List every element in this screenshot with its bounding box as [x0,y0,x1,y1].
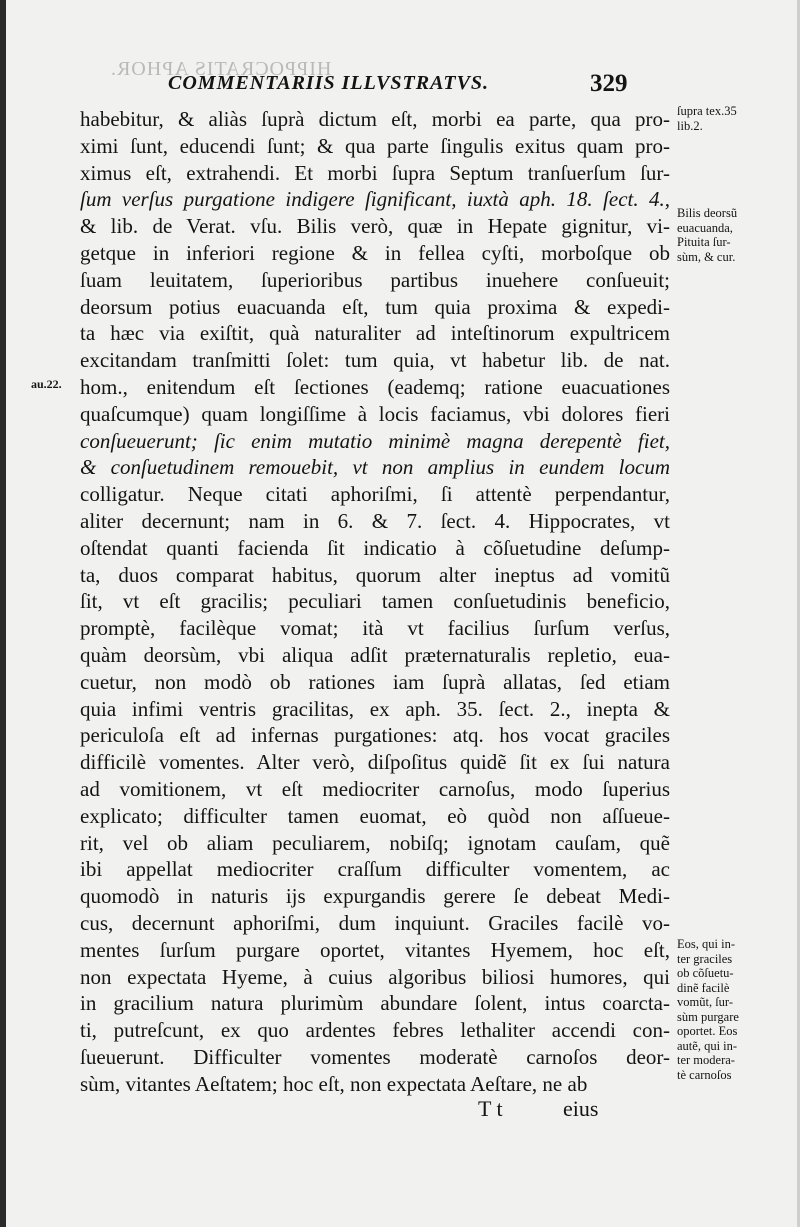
text-line: deorsum potius euacuanda eſt, tum quia proxima & expedi- [80,294,670,319]
margin-note-line: sùm purgare [677,1009,739,1024]
text-line: ad vomitionem, vt eſt mediocriter carnoſus, modo ſuperius [80,776,670,801]
page-number: 329 [590,70,628,97]
margin-note-graciles [677,937,795,1082]
text-line: explicato; difficulter tamen euomat, eò quòd non aſſueue- [80,803,670,828]
text-line: rit, vel ob aliam peculiarem, nobiſq; ignotam cauſam, quẽ [80,830,670,855]
text-line: quàm deorsùm, vbi aliqua adſit præternaturalis repletio, eua- [80,642,670,667]
text-line: quaſcumque) quam longiſſime à locis faciamus, vbi dolores fieri [80,401,670,426]
margin-reference-left: au.22. [31,377,62,391]
text-line: & conſuetudinem remouebit, vt non amplius in eundem locum [80,455,670,480]
text-line: quia infimi ventris gracilitas, ex aph. 35. ſect. 2., inepta & [80,696,670,721]
margin-note-line: ob cõſuetu- [677,966,734,980]
text-line: sùm, vitantes Aeſtatem; hoc eſt, non expectata Aeſtare, ne ab [80,1071,588,1096]
text-line: ſit, vt eſt gracilis; peculiari tamen conſuetudinis beneficio, [80,589,670,614]
signature-mark: T t [478,1096,503,1121]
text-line: oſtendat quanti facienda ſit indicatio à cõſuetudine deſump- [80,535,670,560]
page-binding-edge [0,0,6,1227]
show-through-text: HIPPOCRATIS APHOR. [110,58,332,80]
margin-note-line: lib.2. [677,118,703,133]
margin-note-line: tè carnoſos [677,1067,732,1082]
margin-note-line: Pituita ſur- [677,235,731,249]
text-line: colligatur. Neque citati aphoriſmi, ſi attentè perpendantur, [80,482,670,507]
text-line: ximi ſunt, educendi ſunt; & qua parte ſingulis exitus quam pro- [80,133,670,158]
text-line: mentes ſurſum purgare oportet, vitantes Hyemem, hoc eſt, [80,937,670,962]
margin-note-bile [677,206,795,264]
margin-note-line: ter modera- [677,1053,735,1067]
margin-note-line: autẽ, qui in- [677,1038,738,1053]
text-line: ximus eſt, extrahendi. Et morbi ſupra Septum tranſuerſum ſur- [80,160,670,185]
text-line: ſueuerunt. Difficulter vomentes moderatè carnoſos deor- [80,1044,670,1069]
margin-note-line: oportet. Eos [677,1024,738,1038]
text-line: ibi appellat mediocriter craſſum difficulter vomentem, ac [80,857,670,882]
margin-note-line: Bilis deorsũ [677,206,738,220]
body-text [80,106,670,1097]
text-line: quomodò in naturis ijs expurgandis gerere ſe debeat Medi- [80,884,670,909]
text-line: in gracilium natura plurimùm abundare ſolent, intus coarcta- [80,991,670,1016]
text-line: hom., enitendum eſt ſectiones (eademq; ratione euacuationes [80,374,670,399]
margin-note-line: sùm, & cur. [677,249,736,264]
margin-note-line: euacuanda, [677,220,733,235]
margin-note-reference [677,104,795,133]
margin-note-line: ſupra tex.35 [677,104,737,118]
text-line: difficilè vomentes. Alter verò, diſpoſitus quidẽ ſit ex ſui natura [80,750,670,775]
text-line: ſum verſus purgatione indigere ſignificant, iuxtà aph. 18. ſect. 4., [80,187,670,212]
text-line: cuetur, non modò ob rationes iam ſuprà allatas, ſed etiam [80,669,670,694]
text-line: aliter decernunt; nam in 6. & 7. ſect. 4. Hippocrates, vt [80,508,670,533]
text-line: promptè, facilèque vomat; ità vt facilius ſurſum verſus, [80,616,670,641]
text-line: excitandam tranſmitti ſolet: tum quia, vt habetur lib. de nat. [80,348,670,373]
text-line: ti, putreſcunt, ex quo ardentes febres lethaliter accendi con- [80,1018,670,1043]
text-line: conſueuerunt; ſic enim mutatio minimè magna derepentè fiet, [80,428,670,453]
margin-note-line: Eos, qui in- [677,937,735,951]
margin-note-line: dinẽ facilè [677,980,730,995]
margin-note-line: ter graciles [677,951,733,966]
catchword: eius [563,1096,599,1121]
text-line: habebitur, & aliàs ſuprà dictum eſt, morbi ea parte, qua pro- [80,107,670,131]
running-head: COMMENTARIIS ILLVSTRATVS. [168,72,490,94]
text-line: non expectata Hyeme, à cuius algoribus biliosi humores, qui [80,964,670,989]
margin-note-line: vomũt, ſur- [677,995,733,1009]
text-line: ta hæc via exiſtit, quà naturaliter ad inteſtinorum expultricem [80,321,670,346]
text-line: periculoſa eſt ad infernas purgationes: atq. hos vocat graciles [80,723,670,748]
text-line: & lib. de Verat. vſu. Bilis verò, quæ in Hepate gignitur, vi- [80,214,670,239]
text-line: ſuam leuitatem, ſuperioribus partibus inuehere conſueuit; [80,267,670,292]
text-line: getque in inferiori regione & in fellea cyſti, morboſque ob [80,240,670,265]
text-line: ta, duos comparat habitus, quorum alter ineptus ad vomitũ [80,562,670,587]
text-line: cus, decernunt aphoriſmi, dum inquiunt. Graciles facilè vo- [80,910,670,935]
